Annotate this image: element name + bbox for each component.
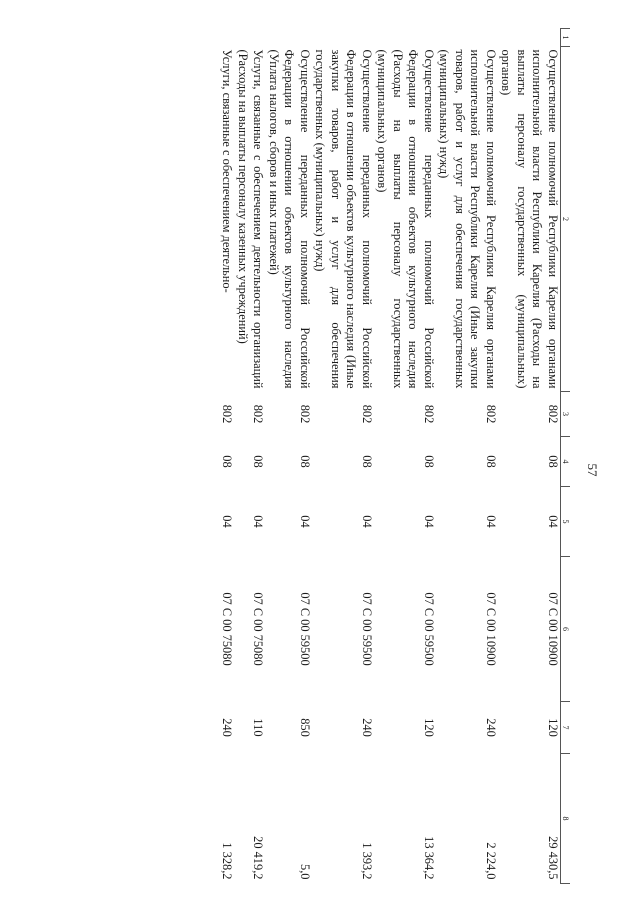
- column-number: 3: [561, 392, 571, 437]
- amount: 13 364,2: [422, 836, 436, 880]
- target-article: 07 С 00 59500: [422, 592, 436, 666]
- expense-type: 110: [251, 718, 266, 737]
- section-code: 08: [422, 455, 436, 468]
- subsection-code: 04: [298, 515, 312, 528]
- expense-name: Услуги, связанные с обеспечением деятельности организаций (Расходы на выплаты персоналу казенных учреждений): [236, 49, 266, 389]
- column-number: 2: [561, 47, 571, 392]
- table-row: [498, 29, 561, 884]
- admin-code: 802: [298, 404, 312, 424]
- expense-type: 850: [298, 718, 312, 737]
- table-row: [374, 29, 436, 884]
- expense-type: 240: [484, 718, 498, 737]
- expense-name: Осуществление переданных полномочий Российской Федерации в отношении объектов культурного наследия (Иные закупки товаров, работ и услуг для обеспечения государственных (муниципальных) нужд): [313, 49, 374, 389]
- target-article: 07 С 00 75080: [251, 592, 266, 666]
- subsection-code: 04: [546, 515, 560, 528]
- section-code: 08: [251, 455, 266, 468]
- subsection-code: 04: [251, 515, 266, 528]
- subsection-code: 04: [484, 515, 498, 528]
- column-number-row: [561, 29, 571, 884]
- section-code: 08: [484, 455, 498, 468]
- table-row: [219, 29, 235, 884]
- target-article: 07 С 00 10900: [546, 592, 560, 666]
- section-code: 08: [360, 455, 374, 468]
- admin-code: 802: [546, 404, 560, 424]
- table-row: [235, 29, 266, 884]
- section-code: 08: [546, 455, 560, 468]
- amount: 2 224,0: [484, 842, 498, 880]
- expense-type: 240: [220, 718, 235, 737]
- admin-code: 802: [251, 404, 266, 424]
- admin-code: 802: [220, 404, 235, 424]
- expense-type: 240: [360, 718, 374, 737]
- expense-name: Осуществление полномочий Республики Карелия органами исполнительной власти Республики Карелия (Иные закупки товаров, работ и услуг для обеспечения государственных (муниципальных) нужд): [437, 49, 498, 389]
- section-code: 08: [220, 455, 235, 468]
- expense-name: Услуги, связанные с обеспечением деятельно-: [220, 49, 235, 293]
- expense-type: 120: [422, 718, 436, 737]
- amount: 1 328,2: [220, 842, 235, 880]
- section-code: 08: [298, 455, 312, 468]
- amount: 5,0: [298, 864, 312, 880]
- expense-name: Осуществление переданных полномочий Российской Федерации в отношении объектов культурного наследия (Расходы на выплаты персоналу государственных (муниципальных) органов): [375, 49, 436, 389]
- amount: 1 393,2: [360, 842, 374, 880]
- table-row: [436, 29, 498, 884]
- target-article: 07 С 00 75080: [220, 592, 235, 666]
- budget-table: [219, 28, 570, 884]
- column-number: 6: [561, 557, 571, 702]
- admin-code: 802: [422, 404, 436, 424]
- target-article: 07 С 00 59500: [360, 592, 374, 666]
- admin-code: 802: [360, 404, 374, 424]
- admin-code: 802: [484, 404, 498, 424]
- expense-type: 120: [546, 718, 560, 737]
- subsection-code: 04: [360, 515, 374, 528]
- column-number: 7: [561, 702, 571, 754]
- column-number: 4: [561, 437, 571, 487]
- column-number: 5: [561, 487, 571, 557]
- subsection-code: 04: [220, 515, 235, 528]
- subsection-code: 04: [422, 515, 436, 528]
- column-number: 8: [561, 754, 571, 884]
- expense-name: Осуществление переданных полномочий Российской Федерации в отношении объектов культурного наследия (Уплата налогов, сборов и иных платежей): [267, 49, 312, 389]
- table-row: [312, 29, 374, 884]
- target-article: 07 С 00 59500: [298, 592, 312, 666]
- table-row: [266, 29, 313, 884]
- target-article: 07 С 00 10900: [484, 592, 498, 666]
- page-number: 57: [585, 463, 600, 477]
- amount: 29 430,5: [546, 836, 560, 880]
- expense-name: Осуществление полномочий Республики Карелия органами исполнительной власти Республики Карелия (Расходы на выплаты персоналу государственных (муниципальных) органов): [499, 49, 560, 389]
- amount: 20 419,2: [251, 836, 266, 880]
- column-number: 1: [561, 29, 571, 47]
